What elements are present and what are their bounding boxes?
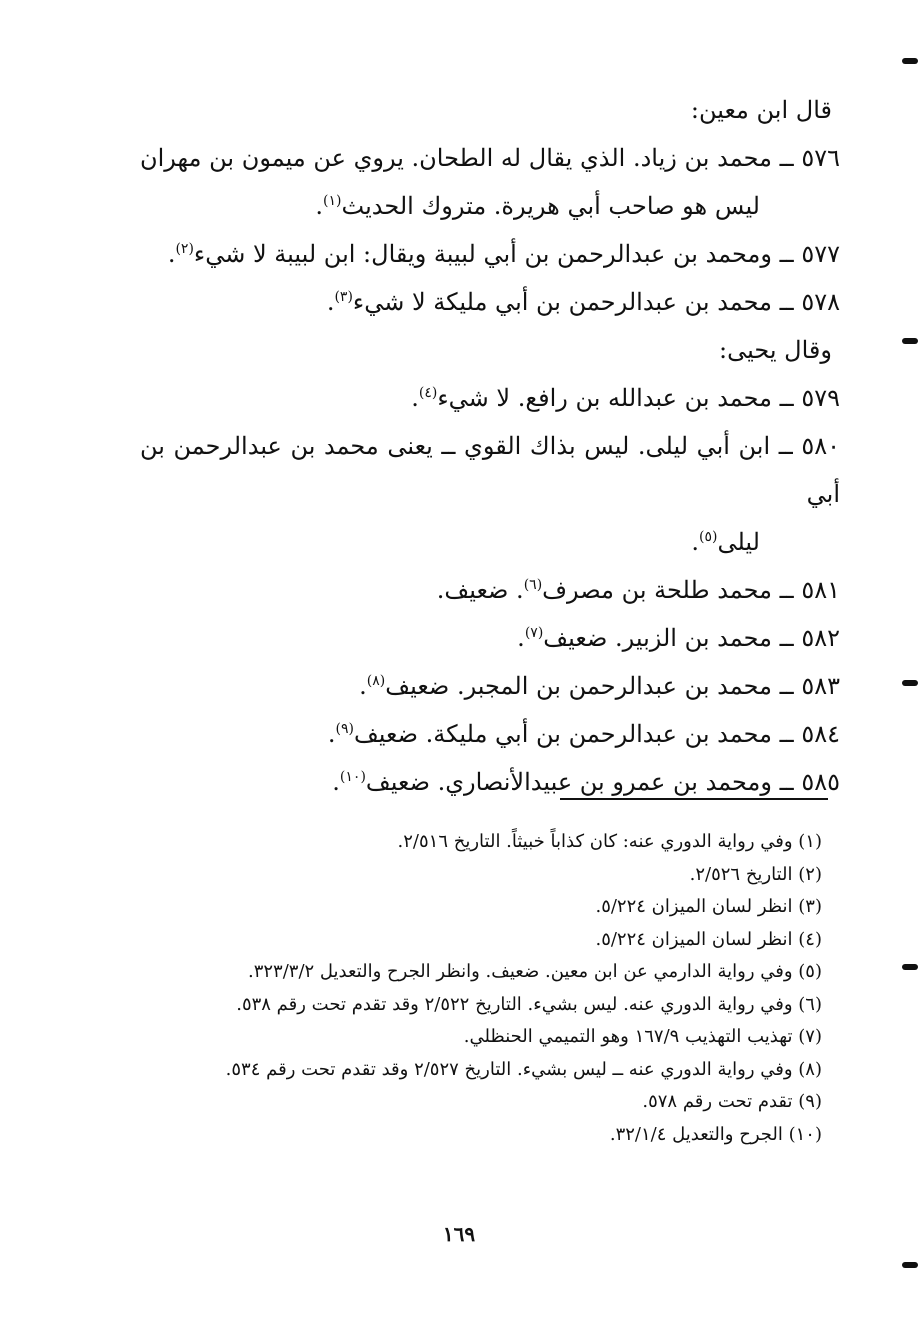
footnote: (٩) تقدم تحت رقم ٥٧٨. bbox=[642, 1091, 822, 1112]
footnotes bbox=[142, 826, 822, 1151]
page-number: ١٦٩ bbox=[442, 1222, 476, 1246]
entry-578: ٥٧٨ ــ محمد بن عبدالرحمن بن أبي مليكة لا شيء$^{(٣)}$. bbox=[326, 288, 840, 316]
scan-edge-mark bbox=[902, 338, 918, 344]
footnote-ref: (٦) bbox=[523, 577, 543, 593]
entry-584: ٥٨٤ ــ محمد بن عبدالرحمن بن أبي مليكة. ضعيف$^{(٩)}$. bbox=[327, 720, 840, 748]
footnote-divider bbox=[560, 798, 828, 800]
footnote-ref: (٩) bbox=[335, 721, 354, 737]
footnote: (١٠) الجرح والتعديل ٣٢/١/٤. bbox=[609, 1123, 822, 1145]
entry-580-line-2: ليلى$^{(٥)}$. bbox=[691, 528, 760, 556]
entry-576-line-1: ٥٧٦ ــ محمد بن زياد. الذي يقال له الطحان. يروي عن ميمون بن مهران bbox=[140, 144, 840, 172]
footnote-ref: (٣) bbox=[334, 289, 353, 305]
entry-576-line-2: ليس هو صاحب أبي هريرة. متروك الحديث$^{(١)}$. bbox=[315, 192, 760, 220]
footnote: (٧) تهذيب التهذيب ١٦٧/٩ وهو التميمي الحنظلي. bbox=[463, 1026, 822, 1047]
footnote-ref: (١) bbox=[323, 193, 342, 209]
entry-585: ٥٨٥ ــ ومحمد بن عمرو بن عبيدالأنصاري. ضعيف$^{(١٠)}$. bbox=[332, 768, 840, 796]
scan-edge-mark bbox=[902, 58, 918, 64]
main-text bbox=[140, 86, 840, 806]
text-line: وقال يحيى: bbox=[719, 336, 832, 364]
entry-579: ٥٧٩ ــ محمد بن عبدالله بن رافع. لا شيء$^{(٤)}$. bbox=[411, 384, 840, 412]
scan-edge-mark bbox=[902, 964, 918, 970]
footnote: (١) وفي رواية الدوري عنه: كان كذاباً خبيثاً. التاريخ ٢/٥١٦. bbox=[397, 831, 822, 852]
footnote-ref: (٢) bbox=[175, 241, 194, 257]
footnote-ref: (٥) bbox=[699, 529, 718, 545]
entry-581: ٥٨١ ــ محمد طلحة بن مصرف$^{(٦)}$. ضعيف. bbox=[436, 576, 840, 604]
footnote: (٣) انظر لسان الميزان ٥/٢٢٤. bbox=[595, 896, 822, 917]
footnote: (٦) وفي رواية الدوري عنه. ليس بشيء. التاريخ ٢/٥٢٢ وقد تقدم تحت رقم ٥٣٨. bbox=[236, 993, 822, 1015]
entry-583: ٥٨٣ ــ محمد بن عبدالرحمن بن المجبر. ضعيف$^{(٨)}$. bbox=[359, 672, 840, 700]
footnote-ref: (١٠) bbox=[339, 769, 366, 785]
footnote-ref: (٤) bbox=[418, 385, 438, 401]
scan-edge-mark bbox=[902, 680, 918, 686]
entry-582: ٥٨٢ ــ محمد بن الزبير. ضعيف$^{(٧)}$. bbox=[517, 624, 840, 652]
footnote: (٤) انظر لسان الميزان ٥/٢٢٤. bbox=[595, 928, 822, 950]
entry-577: ٥٧٧ ــ ومحمد بن عبدالرحمن بن أبي لبيبة ويقال: ابن لبيبة لا شيء$^{(٢)}$. bbox=[167, 240, 840, 268]
footnote: (٨) وفي رواية الدوري عنه ــ ليس بشيء. التاريخ ٢/٥٢٧ وقد تقدم تحت رقم ٥٣٤. bbox=[225, 1058, 822, 1080]
scan-edge-mark bbox=[902, 1262, 918, 1268]
text-line: قال ابن معين: bbox=[690, 96, 832, 124]
entry-580-line-1: ٥٨٠ ــ ابن أبي ليلى. ليس بذاك القوي ــ يعنى محمد بن عبدالرحمن بن أبي bbox=[140, 432, 840, 508]
footnote: (٥) وفي رواية الدارمي عن ابن معين. ضعيف. وانظر الجرح والتعديل ٣٢٣/٣/٢. bbox=[247, 961, 822, 982]
footnote-ref: (٨) bbox=[366, 673, 386, 689]
footnote: (٢) التاريخ ٢/٥٢٦. bbox=[689, 863, 822, 885]
footnote-ref: (٧) bbox=[524, 625, 544, 641]
